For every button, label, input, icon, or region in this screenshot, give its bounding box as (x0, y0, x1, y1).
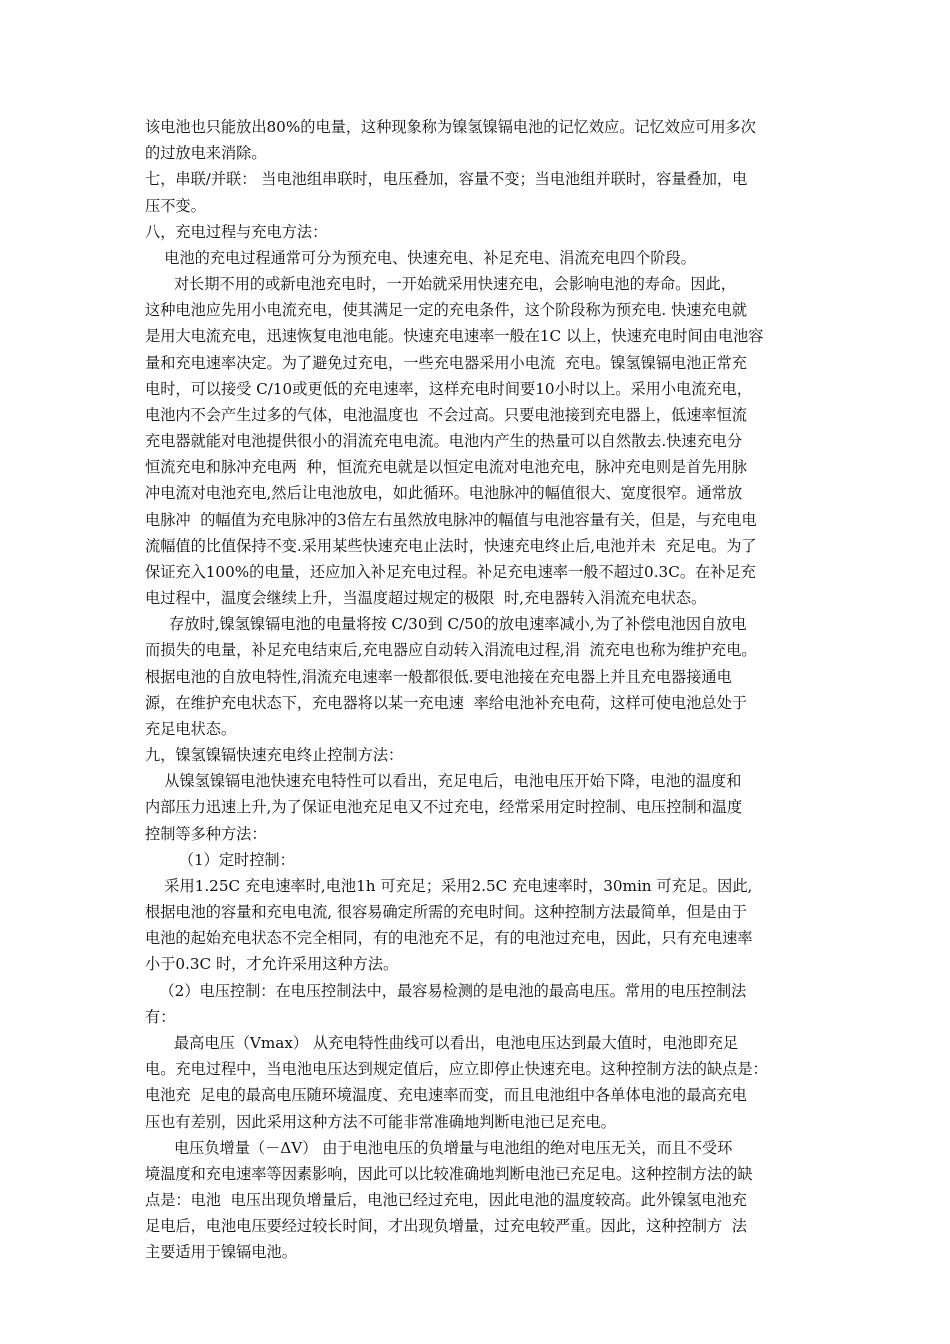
text-line: 最高电压（Vmax） 从充电特性曲线可以看出，电池电压达到最大值时，电池即充足 (145, 1034, 739, 1052)
text-line: 保证充入100%的电量，还应加入补足充电过程。补足充电速率一般不超过0.3C。在补足充 (145, 562, 756, 581)
text-line: 点是：电池 电压出现负增量后，电池已经过充电，因此电池的温度较高。此外镍氢电池充 (145, 1191, 747, 1209)
text-line: 这种电池应先用小电流充电，使其满足一定的充电条件，这个阶段称为预充电. 快速充电就 (145, 301, 747, 320)
text-line: 是用大电流充电，迅速恢复电池电能。快速充电速率一般在1C 以上，快速充电时间由电池容 (145, 327, 764, 346)
text-line: 有： (145, 1007, 176, 1026)
text-line: 充电器就能对电池提供很小的涓流充电电流。电池内产生的热量可以自然散去.快速充电分 (145, 432, 743, 450)
text-line: 境温度和充电速率等因素影响，因此可以比较准确地判断电池已充足电。这种控制方法的缺 (145, 1164, 753, 1183)
text-line: 压不变。 (145, 196, 206, 215)
text-line: 小于0.3C 时，才允许采用这种方法。 (145, 955, 399, 974)
text-line: 根据电池的容量和充电电流, 很容易确定所需的充电时间。这种控制方法最简单，但是由于 (145, 903, 747, 922)
text-line: 主要适用于镍镉电池。 (145, 1243, 297, 1262)
text-line: 七，串联/并联： 当电池组串联时，电压叠加，容量不变；当电池组并联时，容量叠加，电 (145, 170, 748, 189)
text-line: 充足电状态。 (145, 719, 237, 738)
text-line: 采用1.25C 充电速率时,电池1h 可充足；采用2.5C 充电速率时，30min 可充足。因此, (145, 876, 753, 895)
text-line: 电池的充电过程通常可分为预充电、快速充电、补足充电、涓流充电四个阶段。 (145, 248, 696, 267)
text-line: 冲电流对电池充电,然后让电池放电，如此循环。电池脉冲的幅值很大、宽度很窄。通常放 (145, 484, 743, 503)
text-line: 控制等多种方法： (145, 824, 267, 843)
text-line: 存放时,镍氢镍镉电池的电量将按 C/30到 C/50的放电速率减小,为了补偿电池因自放电 (145, 615, 747, 634)
text-line: 内部压力迅速上升,为了保证电池充足电又不过充电，经常采用定时控制、电压控制和温度 (145, 798, 743, 817)
text-line: 该电池也只能放出80%的电量，这种现象称为镍氢镍镉电池的记忆效应。记忆效应可用多次 (145, 118, 756, 136)
text-line: 足电后，电池电压要经过较长时间，才出现负增量，过充电较严重。因此，这种控制方 法 (145, 1217, 747, 1236)
text-line: 流幅值的比值保持不变.采用某些快速充电止法时，快速充电终止后,电池并未 充足电。为了 (145, 536, 757, 555)
text-line: 的过放电来消除。 (145, 144, 267, 163)
text-line: 电。充电过程中，当电池电压达到规定值后，应立即停止快速充电。这种控制方法的缺点是： (145, 1060, 768, 1079)
text-line: 电池充 足电的最高电压随环境温度、充电速率而变，而且电池组中各单体电池的最高充电 (145, 1086, 747, 1105)
text-line: 而损失的电量，补足充电结束后,充电器应自动转入涓流电过程,涓 流充电也称为维护充电。 (145, 641, 757, 660)
text-line: 九，镍氢镍镉快速充电终止控制方法： (145, 746, 404, 765)
text-line: 电过程中，温度会继续上升，当温度超过规定的极限 时,充电器转入涓流充电状态。 (145, 589, 707, 608)
text-line: 量和充电速率决定。为了避免过充电，一些充电器采用小电流 充电。镍氢镍镉电池正常充 (145, 353, 747, 372)
text-line: 八，充电过程与充电方法： (145, 222, 328, 241)
text-line: 电池的起始充电状态不完全相同，有的电池充不足，有的电池过充电，因此，只有充电速率 (145, 929, 753, 948)
text-line: 根据电池的自放电特性,涓流充电速率一般都很低.要电池接在充电器上并且充电器接通电 (145, 667, 732, 686)
text-line: 电池内不会产生过多的气体，电池温度也 不会过高。只要电池接到充电器上，低速率恒流 (145, 405, 747, 424)
text-line: 对长期不用的或新电池充电时，一开始就采用快速充电，会影响电池的寿命。因此， (145, 275, 736, 293)
text-line: 电压负增量（－ΔV） 由于电池电压的负增量与电池组的绝对电压无关，而且不受环 (145, 1138, 733, 1157)
text-line: （2）电压控制：在电压控制法中，最容易检测的是电池的最高电压。常用的电压控制法 (145, 981, 747, 1000)
text-line: 压也有差别，因此采用这种方法不可能非常准确地判断电池已足充电。 (145, 1112, 616, 1131)
text-line: （1）定时控制： (145, 850, 295, 869)
text-line: 源，在维护充电状态下，充电器将以某一充电速 率给电池补充电荷，这样可使电池总处于 (145, 693, 747, 712)
text-line: 电脉冲 的幅值为充电脉冲的3倍左右虽然放电脉冲的幅值与电池容量有关，但是，与充电电 (145, 510, 757, 529)
text-line: 从镍氢镍镉电池快速充电特性可以看出，充足电后，电池电压开始下降，电池的温度和 (145, 772, 742, 791)
text-line: 电时，可以接受 C/10或更低的充电速率，这样充电时间要10小时以上。采用小电流充电， (145, 379, 752, 398)
text-line: 恒流充电和脉冲充电两 种，恒流充电就是以恒定电流对电池充电，脉冲充电则是首先用脉 (145, 458, 747, 477)
